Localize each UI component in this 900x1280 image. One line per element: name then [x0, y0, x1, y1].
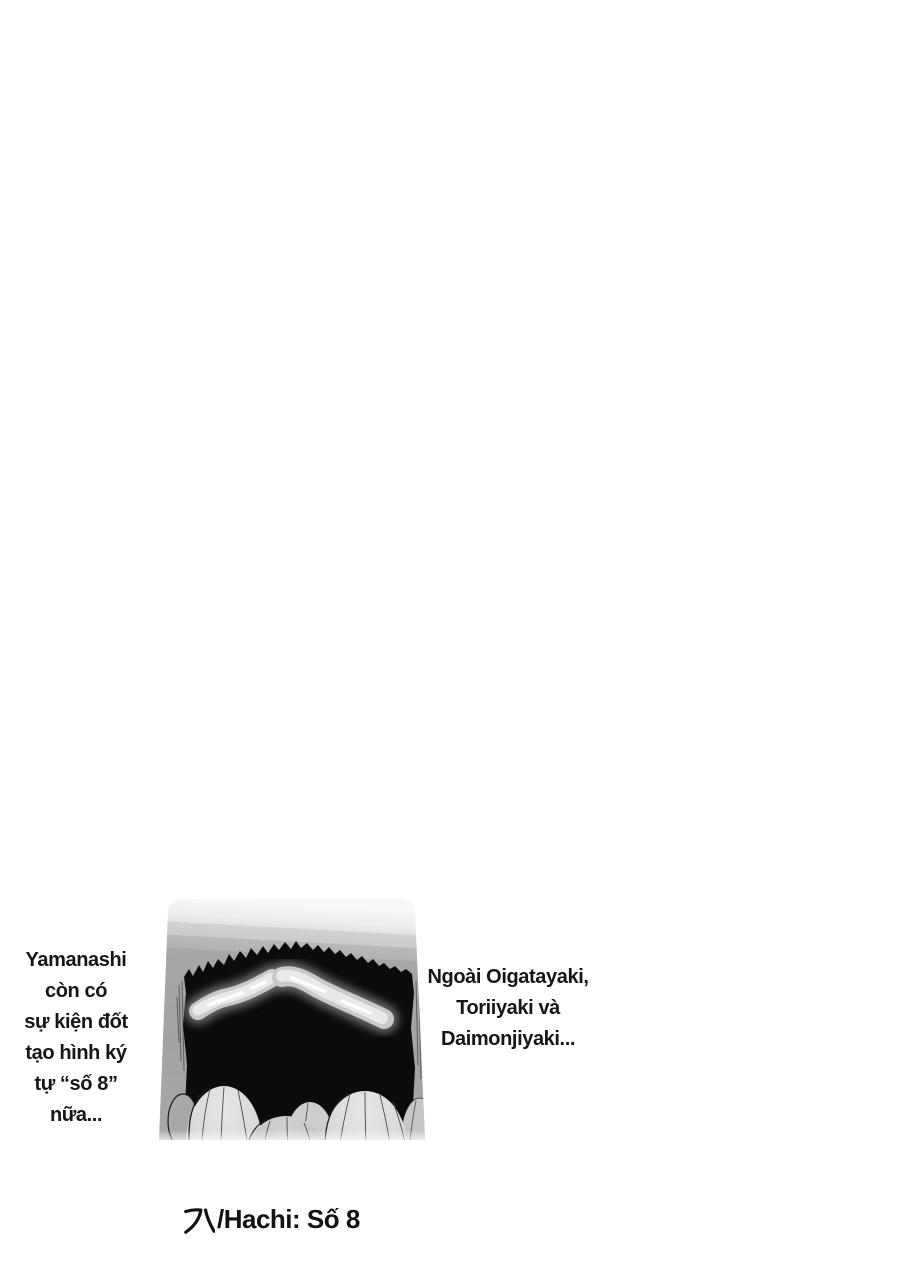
bonfire-kanji-scene [158, 893, 436, 1145]
speech-line: Toriiyaki và [456, 997, 560, 1019]
speech-line: Yamanashi [25, 949, 127, 971]
speech-line: Daimonjiyaki... [440, 1028, 576, 1050]
speech-right [419, 962, 597, 1055]
panel-illustration [158, 893, 436, 1145]
speech-line: nữa... [49, 1104, 103, 1126]
kanji-hachi-glyph [181, 1203, 215, 1235]
speech-left [0, 945, 152, 1131]
speech-line: Ngoài Oigatayaki, [427, 966, 589, 988]
caption [181, 1202, 360, 1236]
speech-line: tạo hình ký [25, 1042, 127, 1064]
caption-text: /Hachi: Số 8 [217, 1203, 360, 1234]
speech-line: sự kiện đốt [24, 1011, 128, 1033]
speech-line: tự “số 8” [34, 1073, 118, 1095]
bottom-fade [158, 1130, 436, 1145]
speech-line: còn có [44, 980, 108, 1002]
